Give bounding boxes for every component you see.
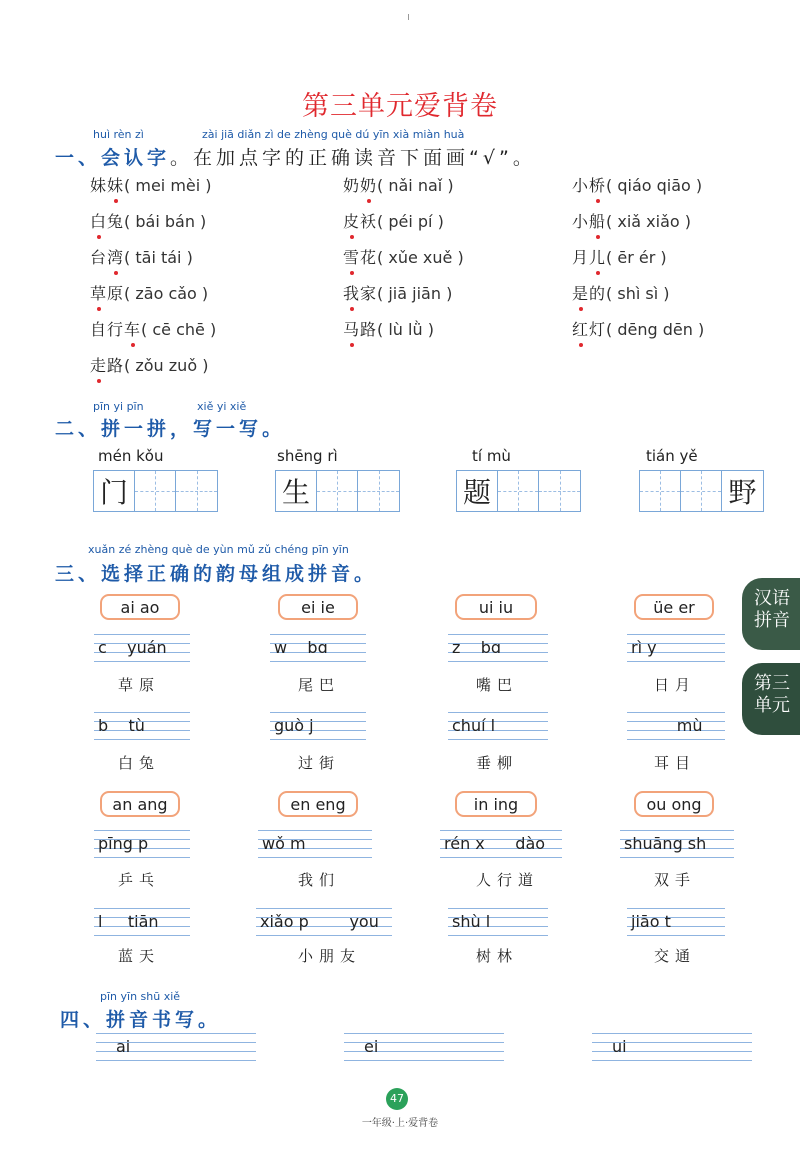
q1-label: 会认字 [101,147,171,169]
q3-final-options: ui iu [455,594,537,620]
tab-pinyin[interactable] [742,578,800,650]
q3-word-characters: 草原 [118,676,161,694]
page-number: 47 [386,1088,408,1110]
q1-item [572,317,704,340]
q4-label: 拼音书写 [106,1009,199,1031]
q3-pinyin-blank[interactable]: pīng p [94,830,190,858]
q2-writing-grid [639,470,764,512]
q1-item-characters: 月儿 [572,248,606,267]
q1-item-options[interactable]: ( zāo cǎo ) [124,284,209,303]
q4-writing-line[interactable]: ai [96,1033,256,1061]
q3-pinyin-blank[interactable]: wǒ m [258,830,372,858]
q1-item [343,281,452,304]
q3-label: 选择正确的韵母组成拼音 [101,563,355,585]
q2-writing-grid [275,470,400,512]
q3-pinyin-blank[interactable]: shù l [448,908,548,936]
q4-heading [60,1005,221,1032]
q2-blank-cell[interactable] [498,471,539,511]
q2-pinyin-1: pīn yi pīn [93,400,144,413]
q1-item-options[interactable]: ( ēr ér ) [606,248,667,267]
q3-pinyin-blank[interactable]: w bɑ [270,634,366,662]
q2-blank-cell[interactable] [640,471,681,511]
q3-word-characters: 尾巴 [298,676,341,694]
q1-item-characters: 台湾 [90,248,124,267]
q2-separator: ， [170,418,194,440]
q3-word-characters: 日月 [654,676,697,694]
q2-blank-cell[interactable] [176,471,217,511]
q1-item [572,245,667,268]
q1-instruction: 。在加点字的正确读音下面画“√”。 [170,147,536,169]
q2-end: 。 [262,418,286,440]
q1-item-characters: 雪花 [343,248,377,267]
q3-word-characters: 乒乓 [118,871,161,889]
q2-given-character: 题 [457,471,498,511]
q2-given-character: 门 [94,471,135,511]
q1-item-options[interactable]: ( lù lǜ ) [377,320,434,339]
crop-mark [408,14,409,20]
q3-word-characters: 过街 [298,754,341,772]
q1-item-characters: 我家 [343,284,377,303]
q2-word-pinyin: shēng rì [277,447,338,465]
q1-item [343,209,444,232]
q1-item-options[interactable]: ( tāi tái ) [124,248,193,267]
q3-word-characters: 耳目 [654,754,697,772]
q1-item-options[interactable]: ( xiǎ xiǎo ) [606,212,691,231]
q3-word-characters: 双手 [654,871,697,889]
q3-final-options: ei ie [278,594,358,620]
q3-pinyin: xuǎn zé zhèng què de yùn mǔ zǔ chéng pīn yīn [88,543,349,556]
q1-item-options[interactable]: ( jiā jiān ) [377,284,453,303]
q1-item [572,209,691,232]
q1-number: 一、 [55,147,102,169]
tab-unit-three[interactable] [742,663,800,735]
q3-pinyin-blank[interactable]: guò j [270,712,366,740]
q1-heading [55,143,536,170]
q3-word-characters: 小朋友 [298,947,362,965]
q3-final-options: üe er [634,594,714,620]
q2-blank-cell[interactable] [539,471,580,511]
q3-final-options: en eng [278,791,358,817]
page-title: 第三单元爱背卷 [302,91,498,122]
q2-word-pinyin: mén kǒu [98,447,164,465]
q1-item-options[interactable]: ( mei mèi ) [124,176,212,195]
q1-item [343,317,434,340]
q1-item-characters: 小船 [572,212,606,231]
q1-instruction-pinyin: zài jiā diǎn zì de zhèng què dú yīn xià miàn huà [202,128,465,141]
q1-item-characters: 皮袄 [343,212,377,231]
q1-item [90,173,212,196]
q3-word-characters: 树林 [476,947,519,965]
q2-heading [55,414,285,441]
q2-pinyin-2: xiě yi xiě [197,400,247,413]
q3-word-characters: 嘴巴 [476,676,519,694]
q1-item-options[interactable]: ( zǒu zuǒ ) [124,356,209,375]
q3-word-characters: 交通 [654,947,697,965]
q1-item [90,317,216,340]
q1-item-options[interactable]: ( shì sì ) [606,284,670,303]
q1-label-pinyin: huì rèn zì [93,128,144,141]
q3-end: 。 [354,563,378,585]
q1-item [90,245,193,268]
q4-end: 。 [198,1009,222,1031]
q2-word-pinyin: tí mù [472,447,511,465]
q3-word-characters: 人行道 [476,871,540,889]
q1-item-characters: 红灯 [572,320,606,339]
q3-final-options: an ang [100,791,180,817]
q1-item-options[interactable]: ( bái bán ) [124,212,207,231]
q2-blank-cell[interactable] [317,471,358,511]
q1-item [343,173,454,196]
q2-blank-cell[interactable] [358,471,399,511]
q3-number: 三、 [55,563,102,585]
q3-pinyin-blank[interactable]: z bɑ [448,634,548,662]
q1-item [90,353,208,376]
q2-label-1: 拼一拼 [101,418,171,440]
q1-item-options[interactable]: ( péi pí ) [377,212,444,231]
q2-number: 二、 [55,418,102,440]
q4-writing-line[interactable]: ei [344,1033,504,1061]
q1-item-options[interactable]: ( cē chē ) [141,320,217,339]
q1-item-characters: 是的 [572,284,606,303]
q2-word-pinyin: tián yě [646,447,698,465]
q3-word-characters: 蓝天 [118,947,161,965]
page-footer: 一年级·上·爱背卷 [361,1118,439,1129]
q4-number: 四、 [60,1009,107,1031]
q2-blank-cell[interactable] [135,471,176,511]
q1-item-characters: 白兔 [90,212,124,231]
q3-final-options: ai ao [100,594,180,620]
q3-pinyin-blank[interactable]: rì y [627,634,725,662]
q2-writing-grid [456,470,581,512]
q3-pinyin-blank[interactable]: chuí l [448,712,548,740]
q3-final-options: in ing [455,791,537,817]
q1-item-options[interactable]: ( qiáo qiāo ) [606,176,703,195]
q3-word-characters: 我们 [298,871,341,889]
q3-pinyin-blank[interactable]: b tù [94,712,190,740]
q2-given-character: 生 [276,471,317,511]
q3-pinyin-blank[interactable]: jiāo t [627,908,725,936]
q1-item-characters: 奶奶 [343,176,377,195]
q1-item-characters: 马路 [343,320,377,339]
q3-pinyin-blank[interactable]: mù [627,712,725,740]
q3-word-characters: 白兔 [118,754,161,772]
q3-heading [55,559,377,586]
tab-unit-three-label: 第三单元 [754,673,790,716]
q3-word-characters: 垂柳 [476,754,519,772]
q3-final-options: ou ong [634,791,714,817]
q1-item-characters: 自行车 [90,320,141,339]
q4-pinyin: pīn yīn shū xiě [100,990,181,1003]
q3-pinyin-blank[interactable]: xiǎo p you [256,908,392,936]
q1-item-options[interactable]: ( xǔe xuě ) [377,248,464,267]
q1-item-options[interactable]: ( dēng dēn ) [606,320,705,339]
q1-item [90,281,208,304]
q2-given-character: 野 [728,476,757,509]
q4-writing-line[interactable]: ui [592,1033,752,1061]
q1-item-options[interactable]: ( nǎi naǐ ) [377,176,454,195]
q2-blank-cell[interactable] [681,471,722,511]
tab-pinyin-label: 汉语拼音 [754,588,790,631]
q3-pinyin-blank[interactable]: shuāng sh [620,830,734,858]
q1-item [572,173,702,196]
q1-item [343,245,464,268]
q1-item-characters: 小桥 [572,176,606,195]
q3-pinyin-blank[interactable]: rén x dào [440,830,562,858]
q3-pinyin-blank[interactable]: l tiān [94,908,190,936]
q2-label-2: 写一写 [193,418,263,440]
q3-pinyin-blank[interactable]: c yuán [94,634,190,662]
q1-item-characters: 草原 [90,284,124,303]
q1-item-characters: 妹妹 [90,176,124,195]
q1-item-characters: 走路 [90,356,124,375]
q2-writing-grid [93,470,218,512]
q1-item [90,209,206,232]
q1-item [572,281,669,304]
